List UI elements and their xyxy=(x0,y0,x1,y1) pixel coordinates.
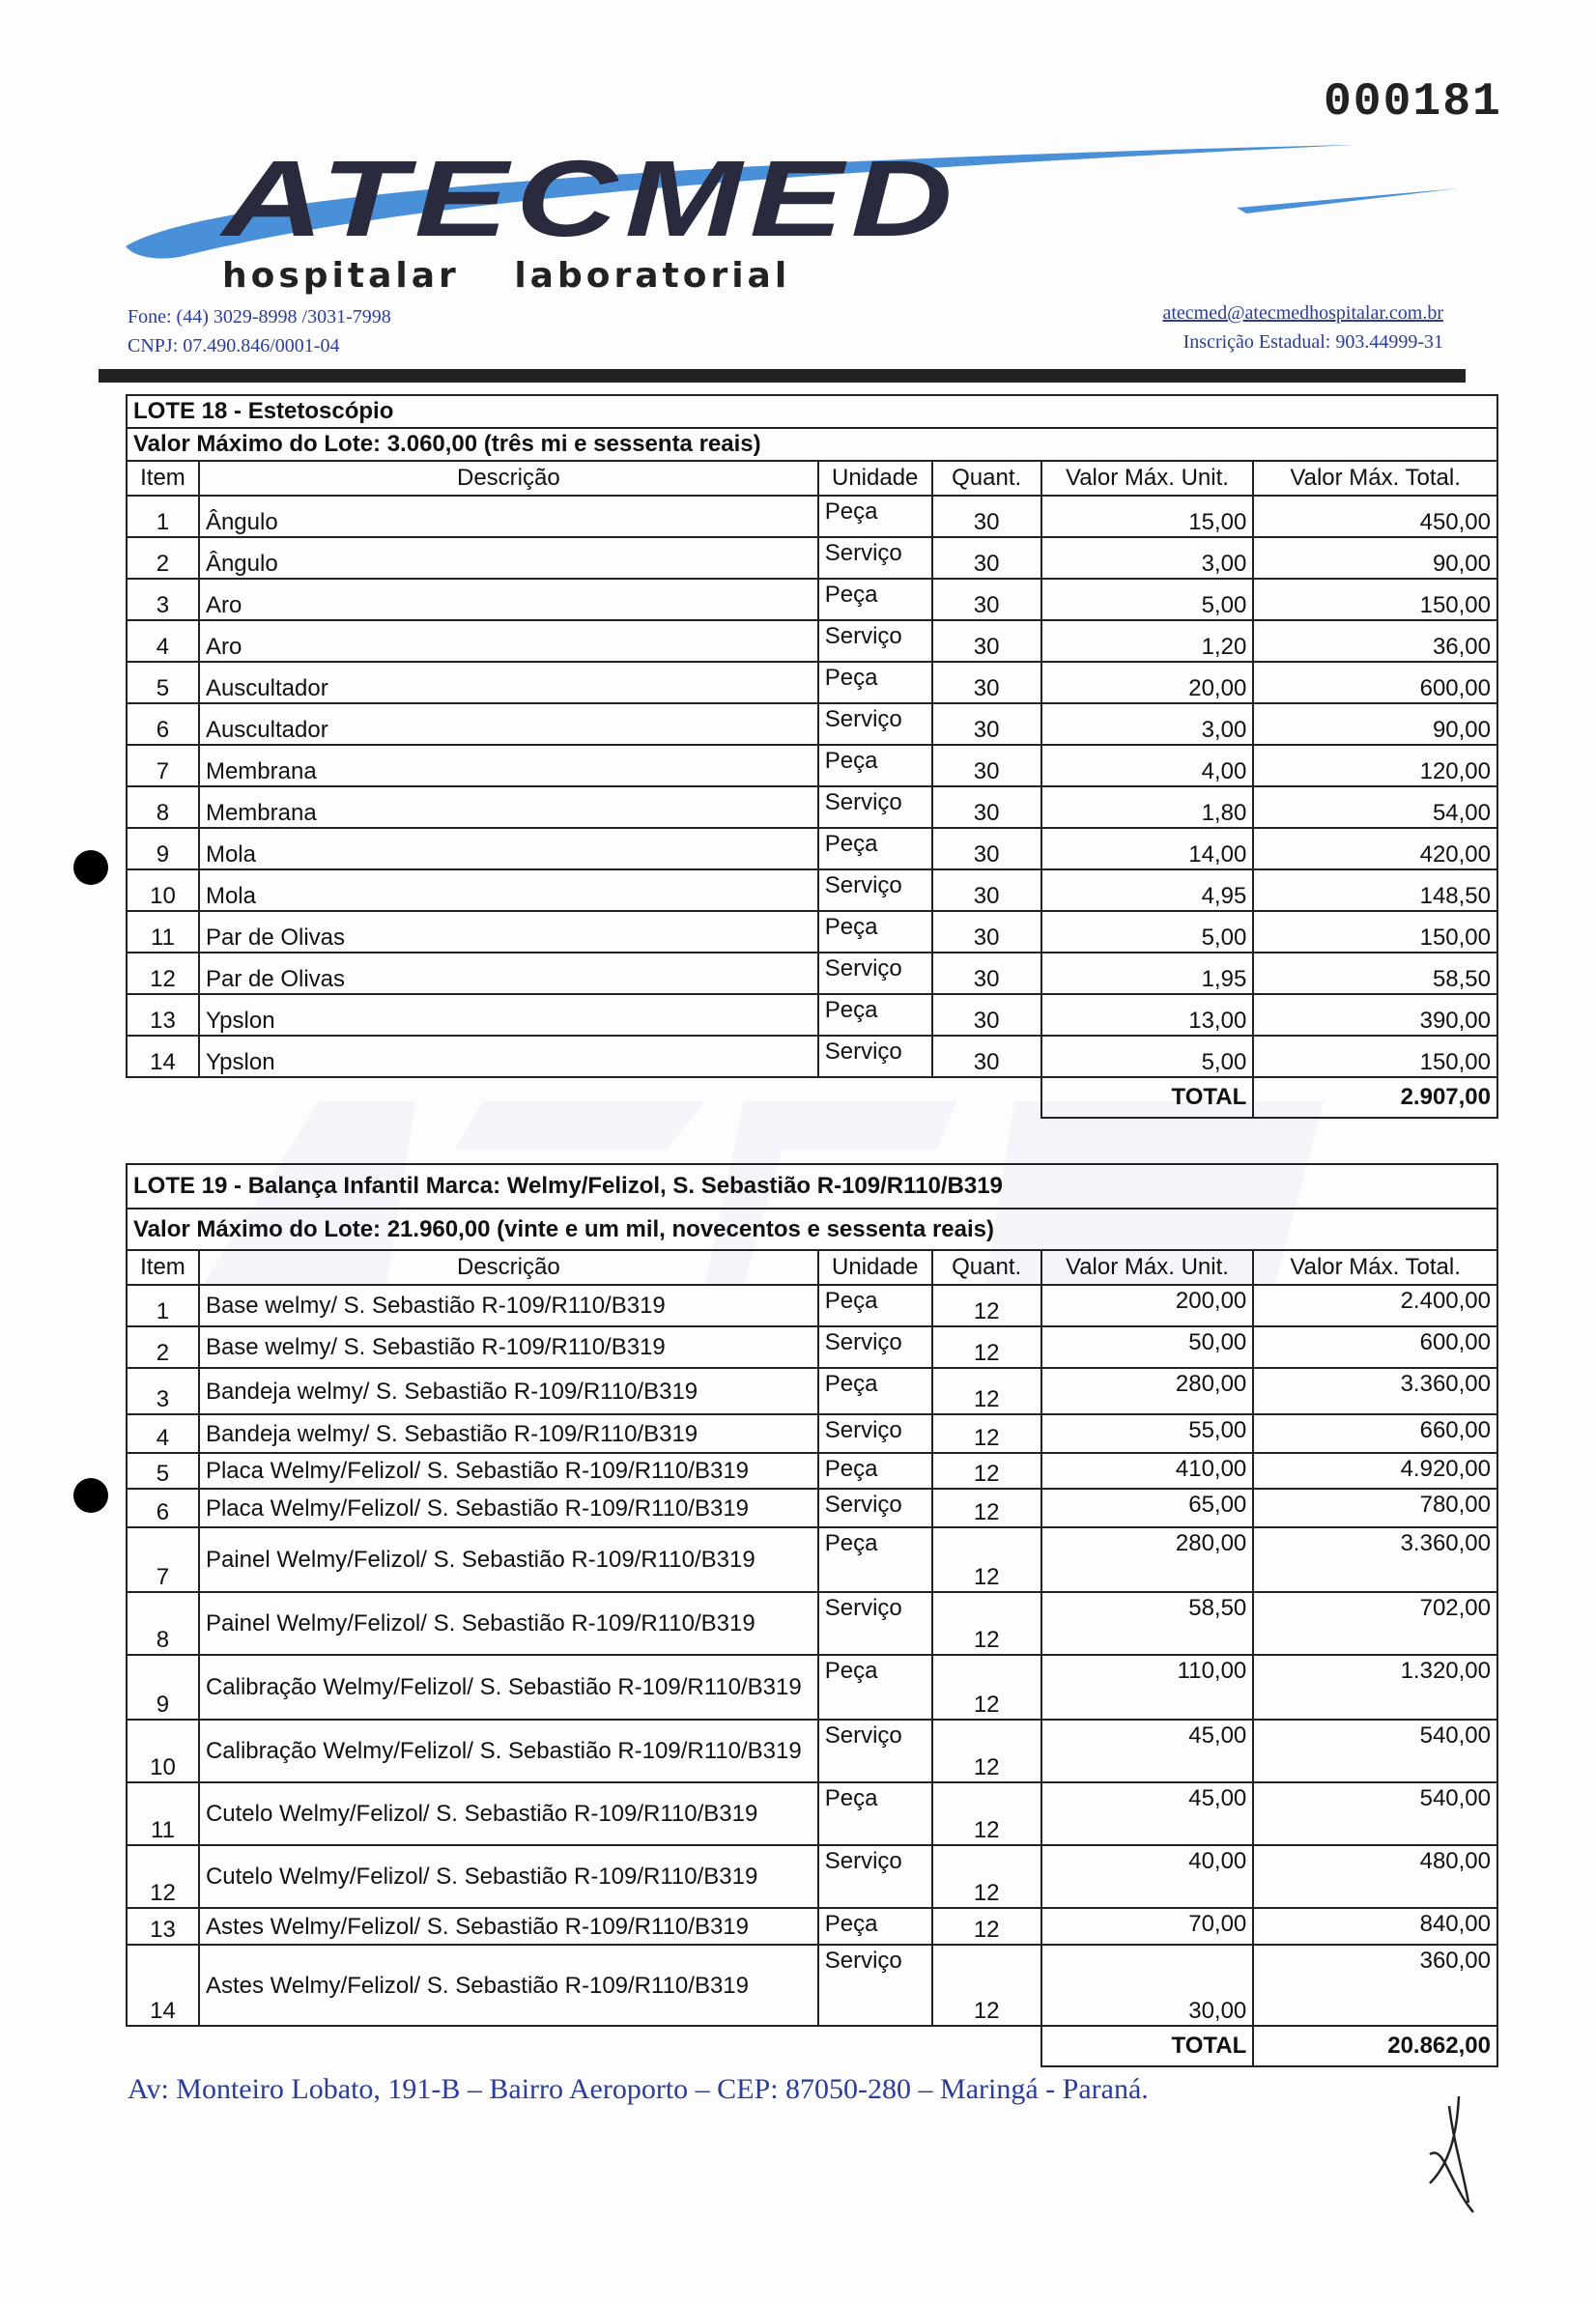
unit: Peça xyxy=(818,911,932,953)
quantity: 12 xyxy=(932,1527,1041,1592)
description: Astes Welmy/Felizol/ S. Sebastião R-109/R110/B319 xyxy=(199,1945,818,2026)
description: Cutelo Welmy/Felizol/ S. Sebastião R-109/R110/B319 xyxy=(199,1782,818,1845)
description: Membrana xyxy=(199,745,818,786)
quantity: 30 xyxy=(932,828,1041,869)
quantity: 30 xyxy=(932,911,1041,953)
quantity: 30 xyxy=(932,994,1041,1036)
cnpj: CNPJ: 07.490.846/0001-04 xyxy=(128,335,340,356)
table-row xyxy=(127,1326,1497,1368)
unit-price: 14,00 xyxy=(1041,828,1254,869)
unit: Peça xyxy=(818,745,932,786)
table-row xyxy=(127,1414,1497,1453)
column-header: Item xyxy=(127,1250,199,1285)
column-header: Descrição xyxy=(199,1250,818,1285)
table-row xyxy=(127,828,1497,869)
total-price: 3.360,00 xyxy=(1253,1368,1497,1414)
unit: Serviço xyxy=(818,953,932,994)
quantity: 30 xyxy=(932,869,1041,911)
description: Base welmy/ S. Sebastião R-109/R110/B319 xyxy=(199,1326,818,1368)
item-number: 7 xyxy=(127,745,199,786)
description: Bandeja welmy/ S. Sebastião R-109/R110/B319 xyxy=(199,1368,818,1414)
unit: Peça xyxy=(818,828,932,869)
total-price: 660,00 xyxy=(1253,1414,1497,1453)
total-price: 2.400,00 xyxy=(1253,1285,1497,1326)
item-number: 14 xyxy=(127,1036,199,1077)
signature-mark xyxy=(1420,2087,1488,2222)
item-number: 13 xyxy=(127,994,199,1036)
total-row xyxy=(127,2026,1497,2066)
description: Aro xyxy=(199,579,818,620)
quantity: 30 xyxy=(932,662,1041,703)
quantity: 30 xyxy=(932,537,1041,579)
unit-price: 50,00 xyxy=(1041,1326,1254,1368)
unit: Serviço xyxy=(818,1414,932,1453)
table-row xyxy=(127,786,1497,828)
table-row xyxy=(127,1655,1497,1720)
unit-price: 110,00 xyxy=(1041,1655,1254,1720)
description: Cutelo Welmy/Felizol/ S. Sebastião R-109/R110/B319 xyxy=(199,1845,818,1908)
item-number: 12 xyxy=(127,953,199,994)
description: Astes Welmy/Felizol/ S. Sebastião R-109/R110/B319 xyxy=(199,1908,818,1945)
total-price: 780,00 xyxy=(1253,1489,1497,1527)
quantity: 30 xyxy=(932,579,1041,620)
description: Placa Welmy/Felizol/ S. Sebastião R-109/R110/B319 xyxy=(199,1453,818,1489)
total-price: 54,00 xyxy=(1253,786,1497,828)
column-header-row xyxy=(127,461,1497,496)
table-row xyxy=(127,1527,1497,1592)
unit-price: 3,00 xyxy=(1041,537,1254,579)
phone: Fone: (44) 3029-8998 /3031-7998 xyxy=(128,306,391,327)
unit: Serviço xyxy=(818,537,932,579)
description: Auscultador xyxy=(199,703,818,745)
unit-price: 5,00 xyxy=(1041,579,1254,620)
quantity: 12 xyxy=(932,1414,1041,1453)
total-price: 90,00 xyxy=(1253,537,1497,579)
total-price: 702,00 xyxy=(1253,1592,1497,1655)
item-number: 4 xyxy=(127,620,199,662)
quantity: 30 xyxy=(932,953,1041,994)
unit: Serviço xyxy=(818,620,932,662)
header-divider xyxy=(99,369,1466,383)
total-price: 480,00 xyxy=(1253,1845,1497,1908)
description: Par de Olivas xyxy=(199,911,818,953)
unit-price: 4,95 xyxy=(1041,869,1254,911)
unit: Serviço xyxy=(818,1945,932,2026)
unit-price: 1,80 xyxy=(1041,786,1254,828)
column-header: Quant. xyxy=(932,1250,1041,1285)
lote-max-value: Valor Máximo do Lote: 3.060,00 (três mi e sessenta reais) xyxy=(127,428,1497,461)
table-row xyxy=(127,1368,1497,1414)
description: Auscultador xyxy=(199,662,818,703)
quantity: 30 xyxy=(932,703,1041,745)
quantity: 12 xyxy=(932,1845,1041,1908)
punch-hole xyxy=(73,850,108,885)
quantity: 30 xyxy=(932,620,1041,662)
column-header: Descrição xyxy=(199,461,818,496)
unit-price: 5,00 xyxy=(1041,911,1254,953)
unit: Peça xyxy=(818,1782,932,1845)
email-link[interactable]: atecmed@atecmedhospitalar.com.br xyxy=(1162,302,1443,324)
table-row xyxy=(127,537,1497,579)
description: Painel Welmy/Felizol/ S. Sebastião R-109/R110/B319 xyxy=(199,1527,818,1592)
total-price: 450,00 xyxy=(1253,496,1497,537)
unit: Peça xyxy=(818,1285,932,1326)
quantity: 12 xyxy=(932,1453,1041,1489)
item-number: 11 xyxy=(127,911,199,953)
quantity: 12 xyxy=(932,1720,1041,1782)
punch-hole xyxy=(73,1478,108,1513)
quantity: 12 xyxy=(932,1655,1041,1720)
total-price: 840,00 xyxy=(1253,1908,1497,1945)
unit: Serviço xyxy=(818,1592,932,1655)
unit-price: 30,00 xyxy=(1041,1945,1254,2026)
unit-price: 200,00 xyxy=(1041,1285,1254,1326)
quantity: 12 xyxy=(932,1908,1041,1945)
description: Placa Welmy/Felizol/ S. Sebastião R-109/R110/B319 xyxy=(199,1489,818,1527)
unit: Peça xyxy=(818,1453,932,1489)
unit-price: 280,00 xyxy=(1041,1368,1254,1414)
quantity: 30 xyxy=(932,496,1041,537)
table-row xyxy=(127,1845,1497,1908)
total-row xyxy=(127,1077,1497,1118)
unit: Serviço xyxy=(818,1489,932,1527)
lote-18-table xyxy=(126,394,1498,1119)
item-number: 7 xyxy=(127,1527,199,1592)
column-header: Valor Máx. Total. xyxy=(1253,1250,1497,1285)
quantity: 12 xyxy=(932,1285,1041,1326)
unit-price: 40,00 xyxy=(1041,1845,1254,1908)
item-number: 4 xyxy=(127,1414,199,1453)
unit: Peça xyxy=(818,1655,932,1720)
unit-price: 13,00 xyxy=(1041,994,1254,1036)
description: Ângulo xyxy=(199,537,818,579)
unit: Serviço xyxy=(818,703,932,745)
unit-price: 410,00 xyxy=(1041,1453,1254,1489)
document-number: 000181 xyxy=(1324,76,1502,128)
total-price: 150,00 xyxy=(1253,911,1497,953)
quantity: 30 xyxy=(932,1036,1041,1077)
unit: Peça xyxy=(818,496,932,537)
column-header: Unidade xyxy=(818,1250,932,1285)
total-price: 600,00 xyxy=(1253,1326,1497,1368)
unit: Serviço xyxy=(818,1036,932,1077)
description: Ypslon xyxy=(199,1036,818,1077)
item-number: 14 xyxy=(127,1945,199,2026)
table-row xyxy=(127,662,1497,703)
total-price: 540,00 xyxy=(1253,1720,1497,1782)
lote-title: LOTE 18 - Estetoscópio xyxy=(127,395,1497,428)
unit-price: 70,00 xyxy=(1041,1908,1254,1945)
item-number: 11 xyxy=(127,1782,199,1845)
total-price: 150,00 xyxy=(1253,579,1497,620)
unit: Serviço xyxy=(818,1326,932,1368)
quantity: 12 xyxy=(932,1326,1041,1368)
total-value: 2.907,00 xyxy=(1253,1077,1497,1118)
unit-price: 280,00 xyxy=(1041,1527,1254,1592)
logo-wordmark: ATECMED xyxy=(222,138,960,259)
item-number: 13 xyxy=(127,1908,199,1945)
description: Aro xyxy=(199,620,818,662)
unit: Serviço xyxy=(818,1720,932,1782)
unit: Peça xyxy=(818,1908,932,1945)
column-header: Quant. xyxy=(932,461,1041,496)
description: Base welmy/ S. Sebastião R-109/R110/B319 xyxy=(199,1285,818,1326)
quantity: 12 xyxy=(932,1489,1041,1527)
logo-tagline: hospitalar laboratorial xyxy=(222,256,791,296)
description: Membrana xyxy=(199,786,818,828)
item-number: 6 xyxy=(127,1489,199,1527)
total-price: 360,00 xyxy=(1253,1945,1497,2026)
quantity: 12 xyxy=(932,1782,1041,1845)
table-row xyxy=(127,1720,1497,1782)
item-number: 1 xyxy=(127,496,199,537)
state-registration: Inscrição Estadual: 903.44999-31 xyxy=(1183,331,1443,353)
company-address: Av: Monteiro Lobato, 191-B – Bairro Aeroporto – CEP: 87050-280 – Maringá - Paraná. xyxy=(128,2073,1149,2105)
table-row xyxy=(127,1908,1497,1945)
total-price: 90,00 xyxy=(1253,703,1497,745)
spacer xyxy=(127,1077,1041,1118)
description: Calibração Welmy/Felizol/ S. Sebastião R-109/R110/B319 xyxy=(199,1655,818,1720)
column-header: Valor Máx. Unit. xyxy=(1041,1250,1254,1285)
item-number: 8 xyxy=(127,1592,199,1655)
item-number: 8 xyxy=(127,786,199,828)
description: Calibração Welmy/Felizol/ S. Sebastião R-109/R110/B319 xyxy=(199,1720,818,1782)
quantity: 12 xyxy=(932,1592,1041,1655)
item-number: 1 xyxy=(127,1285,199,1326)
company-logo xyxy=(126,138,1478,299)
unit-price: 4,00 xyxy=(1041,745,1254,786)
table-row xyxy=(127,496,1497,537)
lote-19-table xyxy=(126,1163,1498,2067)
total-price: 420,00 xyxy=(1253,828,1497,869)
unit: Peça xyxy=(818,662,932,703)
unit: Peça xyxy=(818,994,932,1036)
description: Bandeja welmy/ S. Sebastião R-109/R110/B319 xyxy=(199,1414,818,1453)
total-price: 1.320,00 xyxy=(1253,1655,1497,1720)
table-row xyxy=(127,911,1497,953)
table-row xyxy=(127,1285,1497,1326)
quantity: 12 xyxy=(932,1368,1041,1414)
unit-price: 45,00 xyxy=(1041,1782,1254,1845)
unit-price: 3,00 xyxy=(1041,703,1254,745)
item-number: 10 xyxy=(127,1720,199,1782)
table-row xyxy=(127,869,1497,911)
column-header: Unidade xyxy=(818,461,932,496)
description: Ângulo xyxy=(199,496,818,537)
unit-price: 58,50 xyxy=(1041,1592,1254,1655)
unit-price: 65,00 xyxy=(1041,1489,1254,1527)
description: Painel Welmy/Felizol/ S. Sebastião R-109/R110/B319 xyxy=(199,1592,818,1655)
unit: Peça xyxy=(818,1368,932,1414)
total-price: 540,00 xyxy=(1253,1782,1497,1845)
quantity: 30 xyxy=(932,786,1041,828)
total-label: TOTAL xyxy=(1041,2026,1254,2066)
total-price: 36,00 xyxy=(1253,620,1497,662)
unit-price: 1,95 xyxy=(1041,953,1254,994)
table-row xyxy=(127,1782,1497,1845)
table-row xyxy=(127,1945,1497,2026)
description: Ypslon xyxy=(199,994,818,1036)
unit-price: 20,00 xyxy=(1041,662,1254,703)
quantity: 12 xyxy=(932,1945,1041,2026)
table-row xyxy=(127,1036,1497,1077)
item-number: 2 xyxy=(127,1326,199,1368)
unit: Serviço xyxy=(818,1845,932,1908)
unit-price: 55,00 xyxy=(1041,1414,1254,1453)
table-row xyxy=(127,953,1497,994)
total-value: 20.862,00 xyxy=(1253,2026,1497,2066)
unit: Peça xyxy=(818,579,932,620)
total-price: 58,50 xyxy=(1253,953,1497,994)
unit-price: 1,20 xyxy=(1041,620,1254,662)
table-row xyxy=(127,1489,1497,1527)
total-price: 148,50 xyxy=(1253,869,1497,911)
total-price: 150,00 xyxy=(1253,1036,1497,1077)
item-number: 9 xyxy=(127,1655,199,1720)
table-row xyxy=(127,579,1497,620)
total-price: 120,00 xyxy=(1253,745,1497,786)
unit: Peça xyxy=(818,1527,932,1592)
description: Mola xyxy=(199,869,818,911)
description: Par de Olivas xyxy=(199,953,818,994)
total-price: 4.920,00 xyxy=(1253,1453,1497,1489)
item-number: 12 xyxy=(127,1845,199,1908)
item-number: 5 xyxy=(127,662,199,703)
table-row xyxy=(127,1592,1497,1655)
item-number: 3 xyxy=(127,579,199,620)
item-number: 9 xyxy=(127,828,199,869)
description: Mola xyxy=(199,828,818,869)
total-label: TOTAL xyxy=(1041,1077,1254,1118)
item-number: 6 xyxy=(127,703,199,745)
total-price: 3.360,00 xyxy=(1253,1527,1497,1592)
item-number: 10 xyxy=(127,869,199,911)
unit-price: 45,00 xyxy=(1041,1720,1254,1782)
item-number: 5 xyxy=(127,1453,199,1489)
column-header: Item xyxy=(127,461,199,496)
spacer xyxy=(127,2026,1041,2066)
table-row xyxy=(127,703,1497,745)
total-price: 600,00 xyxy=(1253,662,1497,703)
item-number: 2 xyxy=(127,537,199,579)
unit: Serviço xyxy=(818,869,932,911)
unit: Serviço xyxy=(818,786,932,828)
column-header: Valor Máx. Unit. xyxy=(1041,461,1254,496)
unit-price: 5,00 xyxy=(1041,1036,1254,1077)
unit-price: 15,00 xyxy=(1041,496,1254,537)
lote-max-value: Valor Máximo do Lote: 21.960,00 (vinte e um mil, novecentos e sessenta reais) xyxy=(127,1209,1497,1250)
column-header-row xyxy=(127,1250,1497,1285)
lote-title: LOTE 19 - Balança Infantil Marca: Welmy/Felizol, S. Sebastião R-109/R110/B319 xyxy=(127,1164,1497,1209)
table-row xyxy=(127,620,1497,662)
table-row xyxy=(127,745,1497,786)
quantity: 30 xyxy=(932,745,1041,786)
table-row xyxy=(127,994,1497,1036)
column-header: Valor Máx. Total. xyxy=(1253,461,1497,496)
total-price: 390,00 xyxy=(1253,994,1497,1036)
item-number: 3 xyxy=(127,1368,199,1414)
table-row xyxy=(127,1453,1497,1489)
